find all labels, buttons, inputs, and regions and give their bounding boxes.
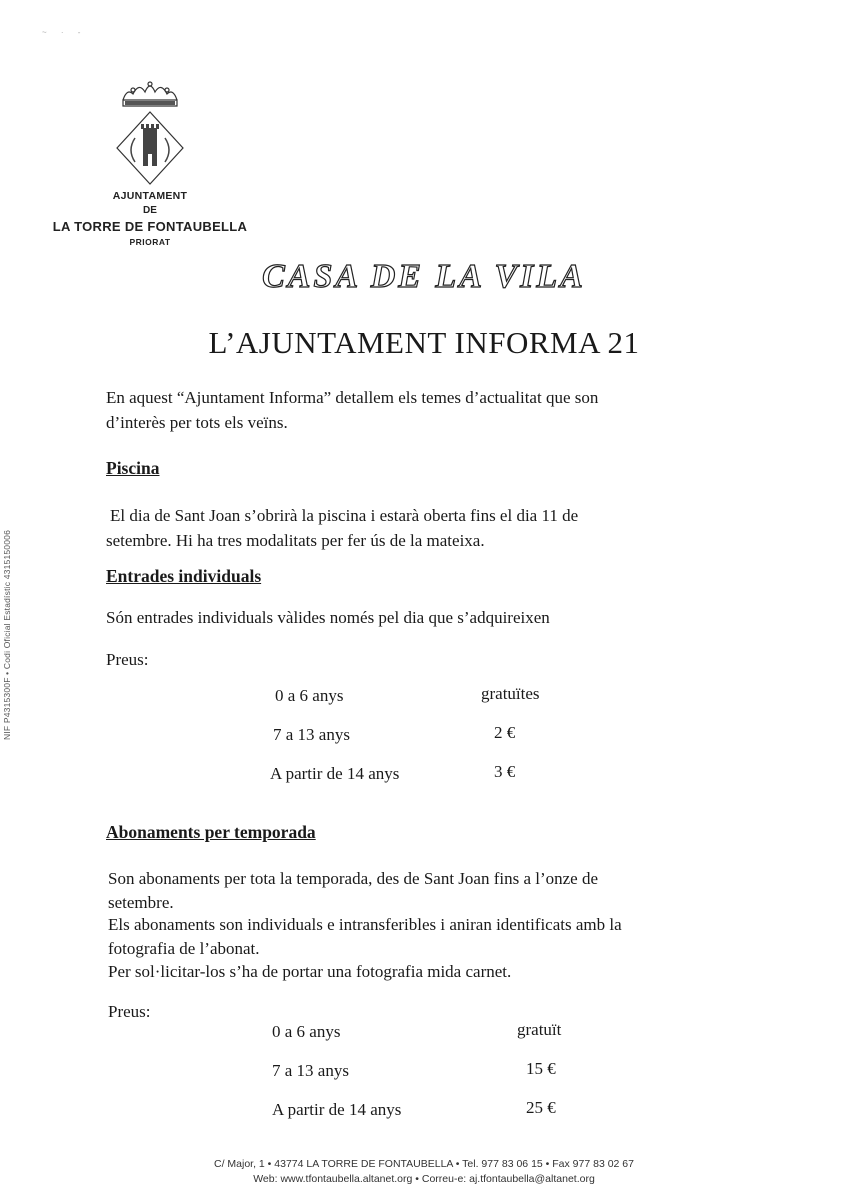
- casa-de-la-vila-heading: CASA DE LA VILA: [262, 258, 586, 295]
- entrades-price-0: gratuïtes: [481, 684, 540, 703]
- footer-contact: Web: www.tfontaubella.altanet.org • Correu-e: aj.tfontaubella@altanet.org: [253, 1173, 595, 1185]
- abonaments-price-2: 25 €: [526, 1098, 556, 1117]
- entrades-age-2: A partir de 14 anys: [270, 764, 400, 783]
- side-note: NIF P4315300F • Codi Oficial Estadístic 4315150006: [2, 529, 12, 740]
- abonaments-price-1: 15 €: [526, 1059, 556, 1078]
- abonaments-age-0: 0 a 6 anys: [272, 1022, 341, 1041]
- entrades-age-0: 0 a 6 anys: [275, 686, 344, 705]
- abonaments-preus-label: Preus:: [108, 1002, 151, 1021]
- entrades-price-1: 2 €: [494, 723, 516, 742]
- abonaments-heading: Abonaments per temporada: [106, 822, 316, 842]
- abonaments-line1: Son abonaments per tota la temporada, des de Sant Joan fins a l’onze de: [108, 869, 599, 888]
- intro-line1: En aquest “Ajuntament Informa” detallem els temes d’actualitat que son: [106, 388, 599, 407]
- org-name-line1: AJUNTAMENT: [112, 190, 188, 202]
- abonaments-line2: setembre.: [108, 893, 174, 912]
- piscina-heading: Piscina: [106, 458, 160, 478]
- entrades-age-1: 7 a 13 anys: [273, 725, 350, 744]
- footer-address: C/ Major, 1 • 43774 LA TORRE DE FONTAUBELLA • Tel. 977 83 06 15 • Fax 977 83 02 67: [214, 1158, 634, 1170]
- abonaments-line5: Per sol·licitar-los s’ha de portar una fotografia mida carnet.: [108, 962, 512, 981]
- entrades-heading: Entrades individuals: [106, 566, 262, 586]
- entrades-price-2: 3 €: [494, 762, 516, 781]
- entrades-text: Són entrades individuals vàlides només pel dia que s’adquireixen: [106, 608, 550, 627]
- coat-of-arms-logo: [105, 78, 195, 188]
- abonaments-line3: Els abonaments son individuals e intransferibles i aniran identificats amb la: [108, 915, 622, 934]
- scan-specks: ~ · -: [42, 28, 87, 37]
- abonaments-age-1: 7 a 13 anys: [272, 1061, 349, 1080]
- org-name-line2: DE: [143, 205, 157, 216]
- abonaments-line4: fotografia de l’abonat.: [108, 939, 260, 958]
- piscina-line1: El dia de Sant Joan s’obrirà la piscina i estarà oberta fins el dia 11 de: [110, 506, 579, 525]
- piscina-line2: setembre. Hi ha tres modalitats per fer ús de la mateixa.: [106, 531, 485, 550]
- org-region: PRIORAT: [129, 237, 171, 247]
- abonaments-age-2: A partir de 14 anys: [272, 1100, 402, 1119]
- entrades-preus-label: Preus:: [106, 650, 149, 669]
- abonaments-price-0: gratuït: [517, 1020, 562, 1039]
- document-title: L’AJUNTAMENT INFORMA 21: [208, 325, 640, 360]
- org-name-line3: LA TORRE DE FONTAUBELLA: [52, 219, 248, 234]
- intro-line2: d’interès per tots els veïns.: [106, 413, 288, 432]
